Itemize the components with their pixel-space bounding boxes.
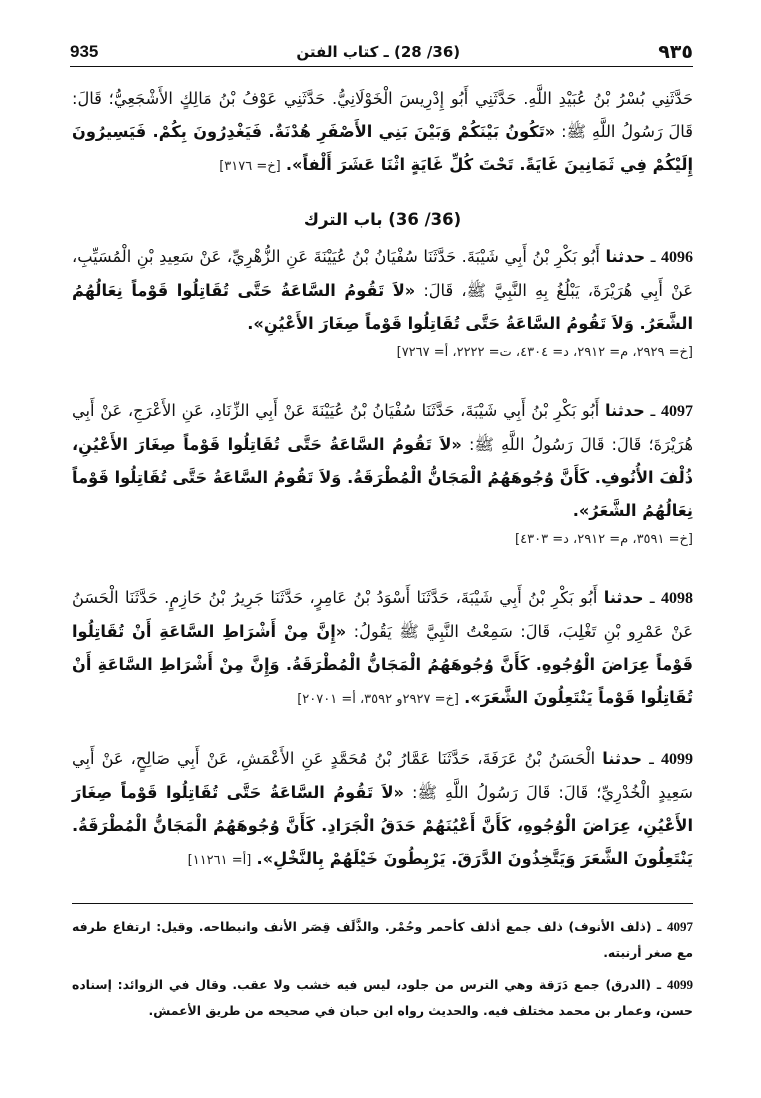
footnote-text: ـ (ذلف الأنوف) ذلف جمع أذلف كأحمر وحُمْر. والذَّلَف قِصَر الأنف وانبطاحه. وقيل: ارتفاع طرفه مع صغر أرنبته.	[72, 919, 693, 960]
hadith-reference: [خ= ٢٩٢٩، م= ٢٩١٢، د= ٤٣٠٤، ت= ٢٢٢٢، أ= ٧٢٦٧]	[396, 345, 693, 360]
hadith-number: 4097	[661, 403, 693, 420]
hadith-number: 4099	[660, 751, 693, 768]
hadith-reference: [أ= ١١٢٦١]	[187, 853, 252, 868]
hadith-narration: الْحَسَنُ بْنُ عَرَفَةَ، حَدَّثَنَا عَمَّارُ بْنُ مُحَمَّدٍ عَنِ الأَعْمَشِ، عَنْ أَبِي صَالِحٍ، عَنْ أَبِي سَعِيدٍ الْخُدْرِيِّ؛ قَالَ: قَالَ رَسُولُ اللَّهِ ﷺ:	[72, 749, 693, 802]
intro-narration: حَدَّثَنِي بُسْرُ بْنُ عُبَيْدِ اللَّهِ. حَدَّثَنِي أَبُو إِدْرِيسَ الْخَوْلَانِيُّ. حَدَّثَنِي عَوْفُ بْنُ مَالِكٍ الأَشْجَعِيُّ؛ قَالَ: قَالَ رَسُولُ اللَّهِ ﷺ:	[72, 89, 693, 141]
footnote-number: 4097	[667, 919, 693, 934]
hadith-narration: أَبُو بَكْرِ بْنُ أَبِي شَيْبَةَ، حَدَّثَنَا سُفْيَانُ بْنُ عُيَيْنَةَ عَنْ أَبِي الزِّنَادِ، عَنِ الأَعْرَجِ، عَنْ أَبِي هُرَيْرَةَ؛ قَالَ: قَالَ رَسُولُ اللَّهِ ﷺ:	[72, 401, 693, 454]
hadith-number: 4098	[660, 590, 693, 607]
footnote-4097	[72, 914, 693, 966]
footnote-text: ـ (الدرق) جمع دَرَقة وهي الترس من جلود، ليس فيه خشب ولا عقب. وقال في الزوائد: إسناده حسن، وعمار بن محمد مختلف فيه. والحديث رواه ابن حبان في صحيحه من طريق الأعمش.	[72, 977, 693, 1018]
footnote-number: 4099	[667, 977, 693, 992]
hadith-4098: 4098 ـ حدثنا أَبُو بَكْرِ بْنُ أَبِي شَيْبَةَ، حَدَّثَنَا أَسْوَدُ بْنُ عَامِرٍ، حَدَّثَنَا جَرِيرُ بْنُ حَازِمٍ. حَدَّثَنَا الْحَسَنُ عَنْ عَمْرِو بْنِ تَغْلِبَ، قَالَ: سَمِعْتُ النَّبِيَّ ﷺ يَقُولُ: «إِنَّ مِنْ أَشْرَاطِ السَّاعَةِ أَنْ تُقَاتِلُوا قَوْماً عِرَاضَ الْوُجُوهِ. كَأَنَّ وُجُوهَهُمُ الْمَجَانُّ الْمُطْرَقَةُ. وَإِنَّ مِنْ أَشْرَاطِ السَّاعَةِ أَنْ تُقَاتِلُوا قَوْماً يَنْتَعِلُونَ الشَّعَرَ». [خ= ٢٩٢٧و ٣٥٩٢، أ= ٢٠٧٠١]	[72, 588, 693, 707]
hadith-reference: [خ= ٢٩٢٧و ٣٥٩٢، أ= ٢٠٧٠١]	[297, 692, 459, 707]
footnote-divider	[72, 903, 693, 904]
hadith-narration: أَبُو بَكْرِ بْنُ أَبِي شَيْبَةَ. حَدَّثَنَا سُفْيَانُ بْنُ عُيَيْنَةَ عَنِ الزُّهْرِيِّ، عَنْ سَعِيدِ بْنِ الْمُسَيِّبِ، عَنْ أَبِي هُرَيْرَةَ، يَبْلُغُ بِهِ النَّبِيَّ ﷺ، قَالَ:	[72, 247, 693, 300]
hadith-narration: أَبُو بَكْرِ بْنُ أَبِي شَيْبَةَ، حَدَّثَنَا أَسْوَدُ بْنُ عَامِرٍ، حَدَّثَنَا جَرِيرُ بْنُ حَازِمٍ. حَدَّثَنَا الْحَسَنُ عَنْ عَمْرِو بْنِ تَغْلِبَ، قَالَ: سَمِعْتُ النَّبِيَّ ﷺ يَقُولُ:	[72, 588, 693, 641]
hadith-4099: 4099 ـ حدثنا الْحَسَنُ بْنُ عَرَفَةَ، حَدَّثَنَا عَمَّارُ بْنُ مُحَمَّدٍ عَنِ الأَعْمَشِ، عَنْ أَبِي صَالِحٍ، عَنْ أَبِي سَعِيدٍ الْخُدْرِيِّ؛ قَالَ: قَالَ رَسُولُ اللَّهِ ﷺ: «لاَ تَقُومُ السَّاعَةُ حَتَّى تُقَاتِلُوا قَوْماً صِغَارَ الأَعْيُنِ، عِرَاضَ الْوُجُوهِ، كَأَنَّ أَعْيُنَهُمْ حَدَقُ الْجَرَادِ. كَأَنَّ وُجُوهَهُمُ الْمَجَانُّ الْمُطْرَقَةُ. يَنْتَعِلُونَ الشَّعَرَ وَيَتَّخِذُونَ الدَّرَقَ. يَرْبِطُونَ خَيْلَهُمْ بِالنَّخْلِ». [أ= ١١٢٦١]	[72, 749, 693, 868]
hadith-matn: «لاَ تَقُومُ السَّاعَةُ حَتَّى تُقَاتِلُوا قَوْماً صِغَارَ الأَعْيُنِ، ذُلْفَ الأُنُوفِ. كَأَنَّ وُجُوهَهُمُ الْمَجَانُّ الْمُطْرَقَةُ. وَلاَ تَقُومُ السَّاعَةُ حَتَّى تُقَاتِلُوا قَوْماً نِعَالُهُمُ الشَّعَرُ».	[72, 435, 693, 520]
hadith-lead: حدثنا	[605, 247, 646, 266]
chapter-title: (36/ 36) باب الترك	[303, 210, 462, 229]
hadith-lead: حدثنا	[602, 749, 643, 768]
intro-reference: [خ= ٣١٧٦]	[219, 159, 281, 174]
page-number-arabic: ٩٣٥	[658, 41, 693, 63]
hadith-lead: حدثنا	[603, 588, 644, 607]
intro-matn: «تَكُونُ بَيْنَكُمْ وَبَيْنَ بَنِي الأَصْفَرِ هُدْنَةٌ. فَيَغْدِرُونَ بِكُمْ. فَيَسِيرُونَ إِلَيْكُمْ فِي ثَمَانِينَ غَايَةً. تَحْتَ كُلِّ غَايَةٍ اثْنَا عَشَرَ أَلْفاً».	[72, 122, 693, 174]
page-number-latin: 935	[70, 42, 99, 61]
hadith-number: 4096	[660, 249, 693, 266]
hadith-lead: حدثنا	[605, 401, 645, 420]
hadith-matn: «لاَ تَقُومُ السَّاعَةُ حَتَّى تُقَاتِلُوا قَوْماً نِعَالُهُمُ الشَّعَرُ. وَلاَ تَقُومُ السَّاعَةُ حَتَّى تُقَاتِلُوا قَوْماً صِغَارَ الأَعْيُنِ».	[72, 281, 693, 333]
hadith-matn: «لاَ تَقُومُ السَّاعَةُ حَتَّى تُقَاتِلُوا قَوْماً صِغَارَ الأَعْيُنِ، عِرَاضَ الْوُجُوهِ، كَأَنَّ أَعْيُنَهُمْ حَدَقُ الْجَرَادِ. كَأَنَّ وُجُوهَهُمُ الْمَجَانُّ الْمُطْرَقَةُ. يَنْتَعِلُونَ الشَّعَرَ وَيَتَّخِذُونَ الدَّرَقَ. يَرْبِطُونَ خَيْلَهُمْ بِالنَّخْلِ».	[72, 783, 693, 868]
hadith-4097: 4097 ـ حدثنا أَبُو بَكْرِ بْنُ أَبِي شَيْبَةَ، حَدَّثَنَا سُفْيَانُ بْنُ عُيَيْنَةَ عَنْ أَبِي الزِّنَادِ، عَنِ الأَعْرَجِ، عَنْ أَبِي هُرَيْرَةَ؛ قَالَ: قَالَ رَسُولُ اللَّهِ ﷺ: «لاَ تَقُومُ السَّاعَةُ حَتَّى تُقَاتِلُوا قَوْماً صِغَارَ الأَعْيُنِ، ذُلْفَ الأُنُوفِ. كَأَنَّ وُجُوهَهُمُ الْمَجَانُّ الْمُطْرَقَةُ. وَلاَ تَقُومُ السَّاعَةُ حَتَّى تُقَاتِلُوا قَوْماً نِعَالُهُمُ الشَّعَرُ». [خ= ٣٥٩١، م= ٢٩١٢، د= ٤٣٠٣]	[72, 394, 693, 553]
intro-paragraph	[72, 82, 693, 181]
hadith-4096: 4096 ـ حدثنا أَبُو بَكْرِ بْنُ أَبِي شَيْبَةَ. حَدَّثَنَا سُفْيَانُ بْنُ عُيَيْنَةَ عَنِ الزُّهْرِيِّ، عَنْ سَعِيدِ بْنِ الْمُسَيِّبِ، عَنْ أَبِي هُرَيْرَةَ، يَبْلُغُ بِهِ النَّبِيَّ ﷺ، قَالَ: «لاَ تَقُومُ السَّاعَةُ حَتَّى تُقَاتِلُوا قَوْماً نِعَالُهُمُ الشَّعَرُ. وَلاَ تَقُومُ السَّاعَةُ حَتَّى تُقَاتِلُوا قَوْماً صِغَارَ الأَعْيُنِ». [خ= ٢٩٢٩، م= ٢٩١٢، د= ٤٣٠٤، ت= ٢٢٢٢، أ= ٧٢٦٧]	[72, 240, 693, 366]
footnotes	[72, 914, 693, 1030]
running-title: (36/ 28) ـ كتاب الفتن	[296, 43, 461, 61]
hadith-matn: «إِنَّ مِنْ أَشْرَاطِ السَّاعَةِ أَنْ تُقَاتِلُوا قَوْماً عِرَاضَ الْوُجُوهِ. كَأَنَّ وُجُوهَهُمُ الْمَجَانُّ الْمُطْرَقَةُ. وَإِنَّ مِنْ أَشْرَاطِ السَّاعَةِ أَنْ تُقَاتِلُوا قَوْماً يَنْتَعِلُونَ الشَّعَرَ».	[72, 622, 693, 707]
footnote-4099	[72, 972, 693, 1024]
page-header	[70, 38, 693, 67]
hadith-reference: [خ= ٣٥٩١، م= ٢٩١٢، د= ٤٣٠٣]	[515, 532, 693, 547]
main-text	[72, 82, 693, 875]
